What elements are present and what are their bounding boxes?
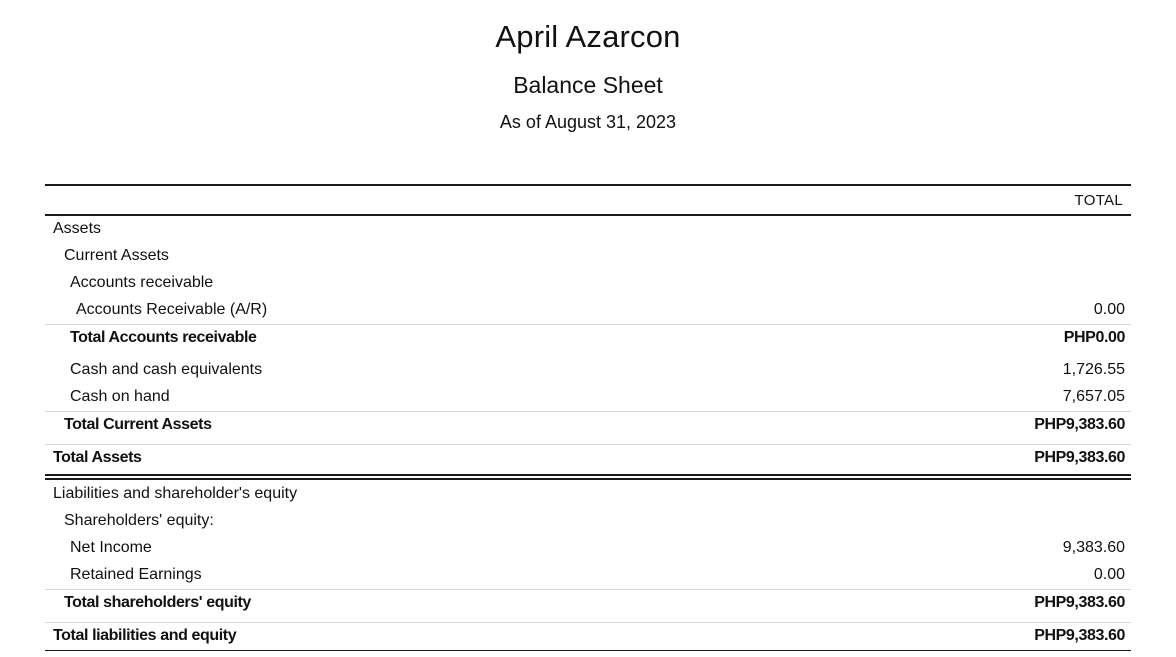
- table-bottom-rule: [45, 650, 1131, 651]
- total-column-header: TOTAL: [1074, 192, 1123, 209]
- current-assets-label: Current Assets: [64, 247, 169, 264]
- cash-equivalents-value: 1,726.55: [1062, 361, 1125, 378]
- total-assets-row: [45, 444, 1131, 472]
- liabilities-equity-section-label: Liabilities and shareholder's equity: [53, 485, 298, 502]
- net-income-value: 9,383.60: [1062, 539, 1125, 556]
- retained-earnings-value: 0.00: [1093, 566, 1125, 583]
- total-current-assets-row: [45, 411, 1131, 439]
- cash-equivalents-label: Cash and cash equivalents: [70, 361, 263, 378]
- total-shareholders-equity-value: PHP9,383.60: [1034, 594, 1125, 611]
- company-name: April Azarcon: [495, 19, 681, 54]
- total-liabilities-equity-label: Total liabilities and equity: [53, 627, 237, 644]
- retained-earnings-label: Retained Earnings: [70, 566, 202, 583]
- column-header-row: [45, 186, 1131, 216]
- balance-sheet-table: [45, 184, 1131, 651]
- total-current-assets-label: Total Current Assets: [64, 416, 212, 433]
- shareholders-equity-label: Shareholders' equity:: [64, 512, 214, 529]
- total-assets-label: Total Assets: [53, 449, 142, 466]
- double-rule: [45, 474, 1131, 480]
- total-accounts-receivable-label: Total Accounts receivable: [70, 329, 257, 346]
- total-liabilities-equity-row: [45, 622, 1131, 650]
- report-date: As of August 31, 2023: [499, 112, 677, 132]
- cash-on-hand-label: Cash on hand: [70, 388, 170, 405]
- accounts-receivable-account-row: [45, 297, 1131, 324]
- assets-section-row: [45, 216, 1131, 243]
- current-assets-row: [45, 243, 1131, 270]
- total-assets-value: PHP9,383.60: [1034, 449, 1125, 466]
- net-income-label: Net Income: [70, 539, 152, 556]
- total-accounts-receivable-value: PHP0.00: [1063, 329, 1125, 346]
- total-shareholders-equity-row: [45, 589, 1131, 617]
- accounts-receivable-group-row: [45, 270, 1131, 297]
- cash-on-hand-value: 7,657.05: [1062, 388, 1125, 405]
- total-liabilities-equity-value: PHP9,383.60: [1034, 627, 1125, 644]
- shareholders-equity-row: [45, 508, 1131, 535]
- accounts-receivable-group-label: Accounts receivable: [70, 274, 214, 291]
- accounts-receivable-account-value: 0.00: [1093, 301, 1125, 318]
- assets-section-label: Assets: [53, 220, 102, 237]
- total-accounts-receivable-row: [45, 324, 1131, 352]
- accounts-receivable-account-label: Accounts Receivable (A/R): [76, 301, 268, 318]
- cash-equivalents-row: [45, 357, 1131, 384]
- liabilities-equity-section-row: [45, 481, 1131, 508]
- total-current-assets-value: PHP9,383.60: [1034, 416, 1125, 433]
- total-shareholders-equity-label: Total shareholders' equity: [64, 594, 251, 611]
- retained-earnings-row: [45, 562, 1131, 589]
- report-title: Balance Sheet: [513, 72, 663, 98]
- cash-on-hand-row: [45, 384, 1131, 411]
- net-income-row: [45, 535, 1131, 562]
